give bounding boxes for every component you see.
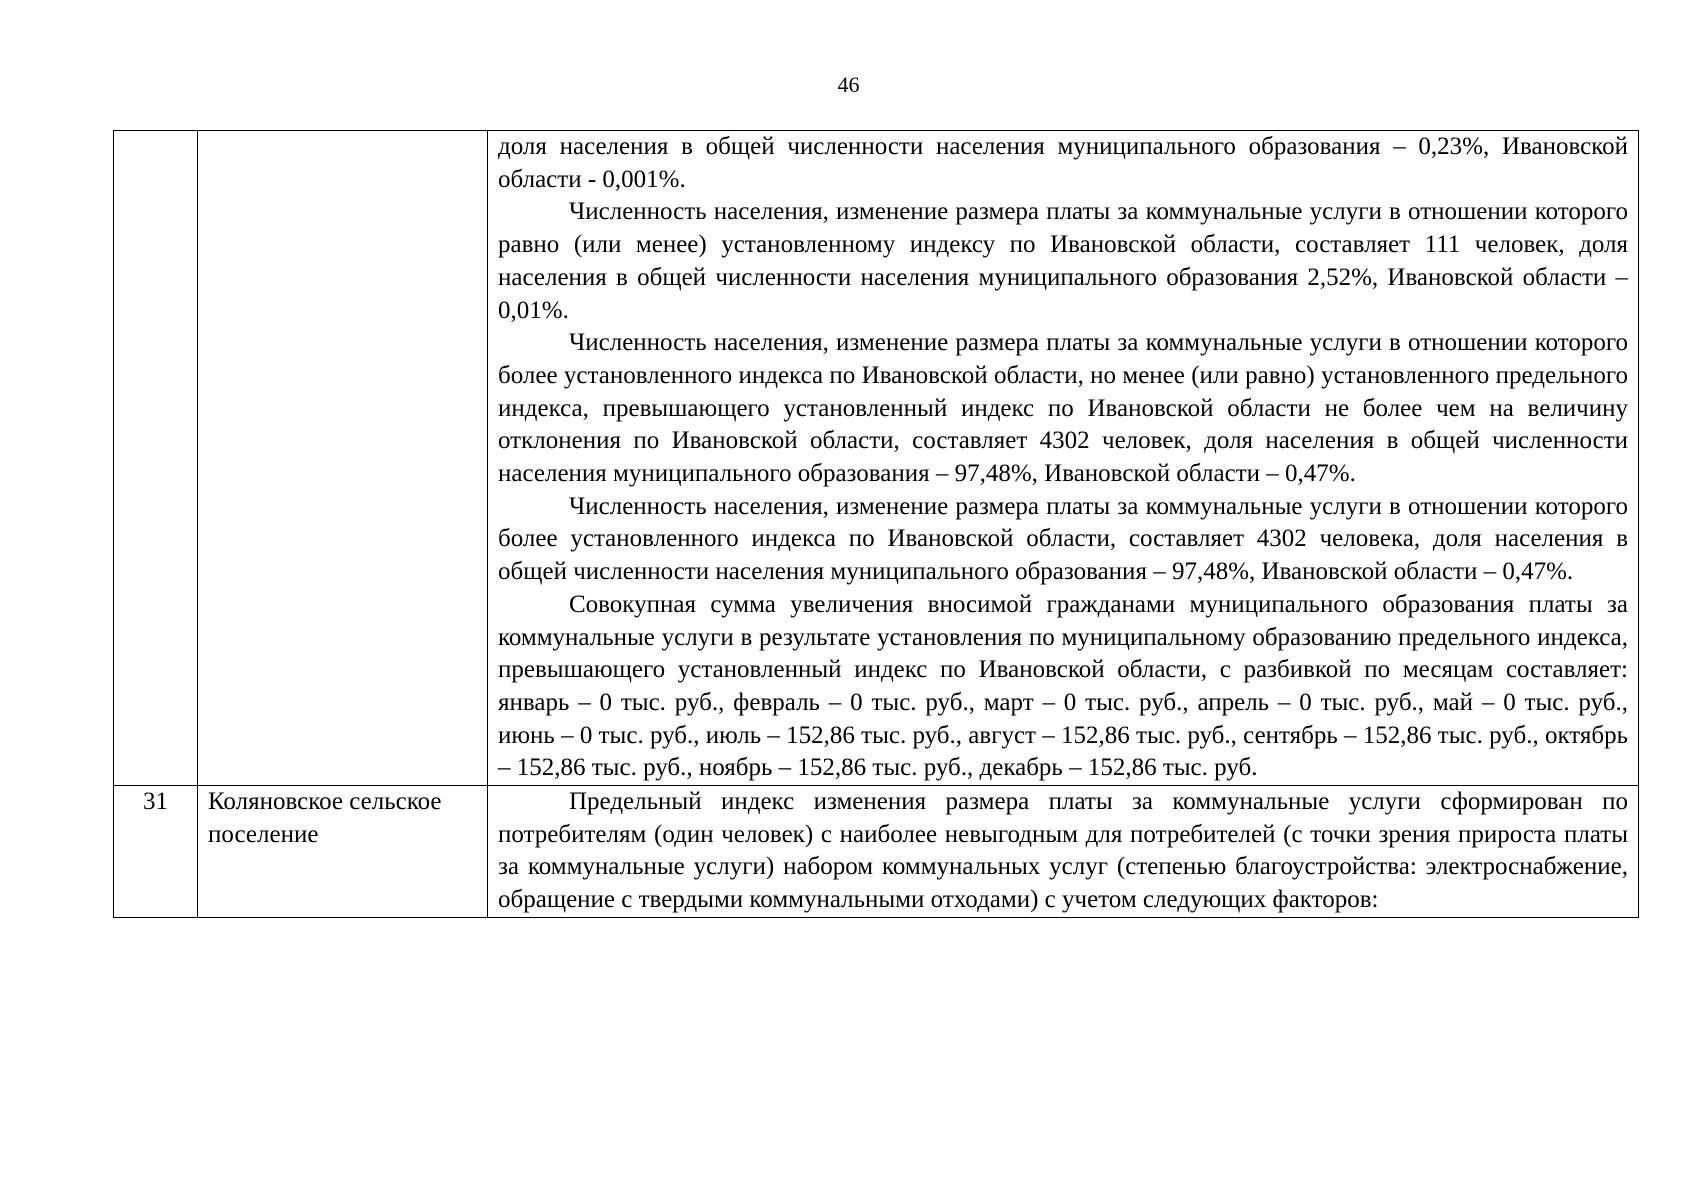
description-paragraph: доля населения в общей численности населения муниципального образования – 0,23%, Ивановской области - 0,001%. bbox=[498, 133, 1628, 193]
row-number-cell: 31 bbox=[114, 786, 198, 918]
table-row bbox=[114, 786, 1639, 918]
page-number: 46 bbox=[837, 72, 860, 97]
table-row bbox=[114, 131, 1639, 786]
row-number-cell bbox=[114, 131, 198, 786]
description-paragraph: Совокупная сумма увеличения вносимой гражданами муниципального образования платы за коммунальные услуги в результате установления по муниципальному образованию предельного индекса, превышающего установленный индекс по Ивановской области, с разбивкой по месяцам составляет: январь – 0 тыс. руб., февраль – 0 тыс. руб., март – 0 тыс. руб., апрель – 0 тыс. руб., май – 0 тыс. руб., июнь – 0 тыс. руб., июль – 152,86 тыс. руб., август – 152,86 тыс. руб., сентябрь – 152,86 тыс. руб., октябрь – 152,86 тыс. руб., ноябрь – 152,86 тыс. руб., декабрь – 152,86 тыс. руб. bbox=[498, 590, 1628, 782]
description-paragraph: Численность населения, изменение размера платы за коммунальные услуги в отношении которого равно (или менее) установленному индексу по Ивановской области, составляет 111 человек, доля населения в общей численности населения муниципального образования 2,52%, Ивановской области – 0,01%. bbox=[498, 198, 1628, 324]
municipality-name-cell: Коляновское сельское поселение bbox=[198, 786, 488, 918]
description-paragraph: Предельный индекс изменения размера платы за коммунальные услуги сформирован по потребителям (один человек) с наиболее невыгодным для потребителей (с точки зрения прироста платы за коммунальные услуги) набором коммунальных услуг (степенью благоустройства: электроснабжение, обращение с твердыми коммунальными отходами) с учетом следующих факторов: bbox=[498, 788, 1628, 914]
municipality-name-cell bbox=[198, 131, 488, 786]
municipal-index-table bbox=[113, 130, 1639, 918]
description-paragraph: Численность населения, изменение размера платы за коммунальные услуги в отношении которого более установленного индекса по Ивановской области, но менее (или равно) установленного предельного индекса, превышающего установленный индекс по Ивановской области не более чем на величину отклонения по Ивановской области, составляет 4302 человек, доля населения в общей численности населения муниципального образования – 97,48%, Ивановской области – 0,47%. bbox=[498, 329, 1628, 488]
description-cell bbox=[488, 131, 1639, 786]
description-cell bbox=[488, 786, 1639, 918]
description-paragraph: Численность населения, изменение размера платы за коммунальные услуги в отношении которого более установленного индекса по Ивановской области, составляет 4302 человека, доля населения в общей численности населения муниципального образования – 97,48%, Ивановской области – 0,47%. bbox=[498, 492, 1628, 586]
